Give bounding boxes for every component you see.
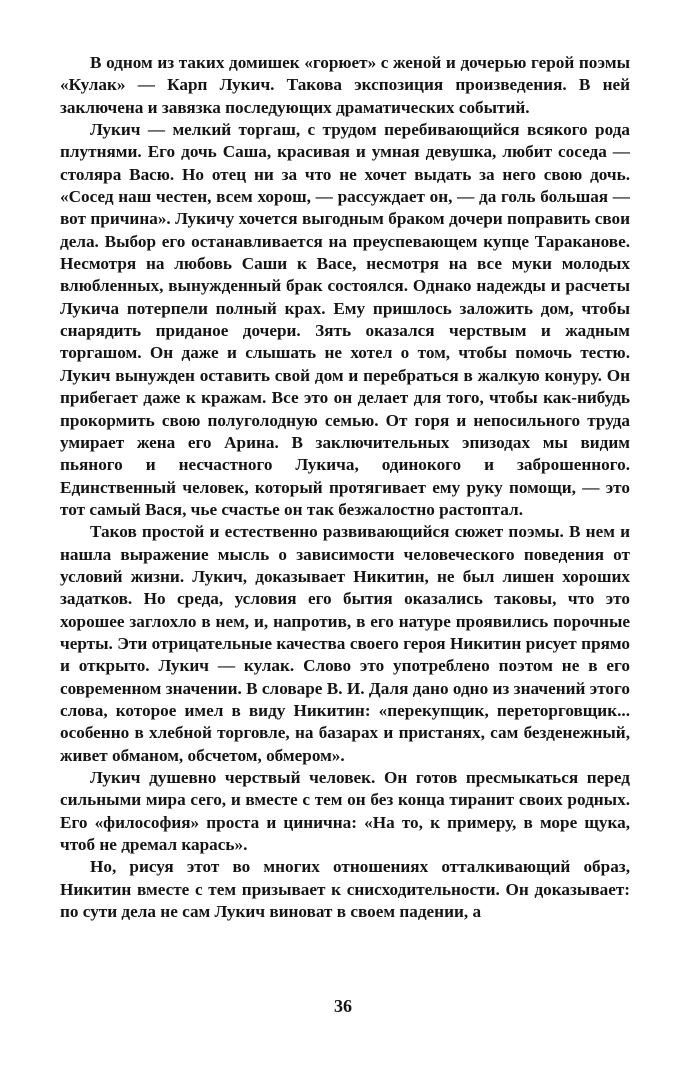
paragraph-2: Лукич — мелкий торгаш, с трудом перебивающийся всякого рода плутнями. Его дочь Саша, красивая и умная девушка, любит соседа — столяра Васю. Но отец ни за что не хочет выдать за него свою дочь. «Сосед наш честен, всем хорош, — рассуждает он, — да голь большая — вот причина». Лукичу хочется выгодным браком дочери поправить свои дела. Выбор его останавливается на преуспевающем купце Тараканове. Несмотря на любовь Саши к Васе, несмотря на все муки молодых влюбленных, вынужденный брак состоялся. Однако надежды и расчеты Лукича потерпели полный крах. Ему пришлось заложить дом, чтобы снарядить приданое дочери. Зять оказался черствым и жадным торгашом. Он даже и слышать не хотел о том, чтобы помочь тестю. Лукич вынужден оставить свой дом и перебраться в жалкую конуру. Он прибегает даже к кражам. Все это он делает для того, чтобы как-нибудь прокормить свою полуголодную семью. От горя и непосильного труда умирает жена его Арина. В заключительных эпизодах мы видим пьяного и несчастного Лукича, одинокого и заброшенного. Единственный человек, который протягивает ему руку помощи, — это тот самый Вася, чье счастье он так безжалостно растоптал.	[60, 120, 630, 519]
paragraph-3: Таков простой и естественно развивающийся сюжет поэмы. В нем и нашла выражение мысль о зависимости человеческого поведения от условий жизни. Лукич, доказывает Никитин, не был лишен хороших задатков. Но среда, условия его бытия оказались таковы, что это хорошее заглохло в нем, и, напротив, в его натуре проявились порочные черты. Эти отрицательные качества своего героя Никитин рисует прямо и открыто. Лукич — кулак. Слово это употреблено поэтом не в его современном значении. В словаре В. И. Даля дано одно из значений этого слова, которое имел в виду Никитин: «перекупщик, переторговщик... особенно в хлебной торговле, на базарах и пристанях, сам безденежный, живет обманом, обсчетом, обмером».	[60, 522, 630, 765]
page-body	[60, 52, 630, 923]
paragraph-4: Лукич душевно черствый человек. Он готов пресмыкаться перед сильными мира сего, и вместе с тем он без конца тиранит своих родных. Его «философия» проста и цинична: «На то, к примеру, в море щука, чтоб не дремал карась».	[60, 768, 630, 855]
paragraph-1: В одном из таких домишек «горюет» с женой и дочерью герой поэмы «Кулак» — Карп Лукич. Такова экспозиция произведения. В ней заключена и завязка последующих драматических событий.	[60, 53, 630, 117]
paragraph-5: Но, рисуя этот во многих отношениях отталкивающий образ, Никитин вместе с тем призывает к снисходительности. Он доказывает: по сути дела не сам Лукич виноват в своем падении, а	[60, 857, 630, 922]
page-number: 36	[334, 996, 352, 1016]
